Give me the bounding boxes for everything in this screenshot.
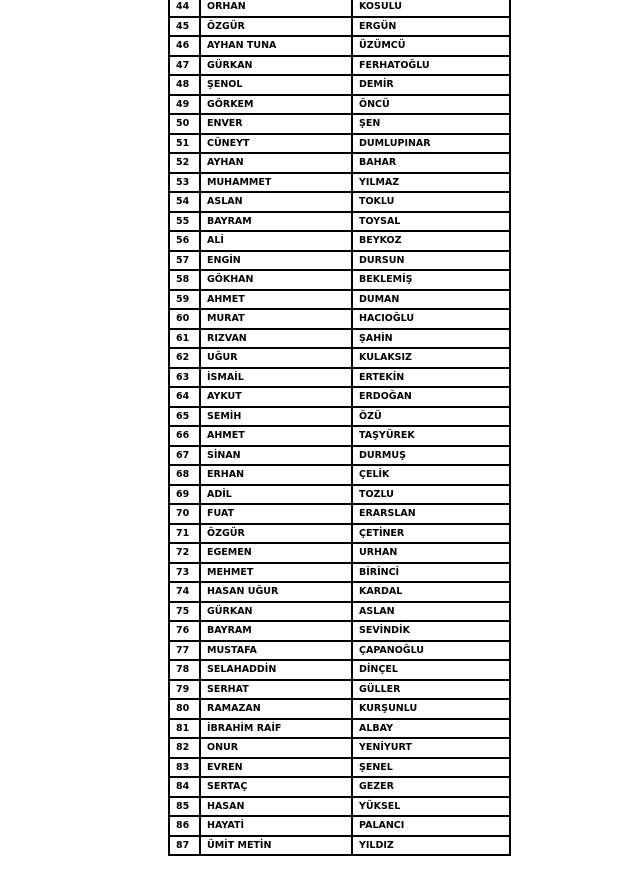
last-name-cell: DUMAN (352, 290, 510, 310)
first-name-cell: EGEMEN (200, 543, 352, 563)
table-row (169, 309, 510, 329)
first-name-cell: AYHAN (200, 153, 352, 173)
last-name-cell: PALANCI (352, 816, 510, 836)
table-row (169, 95, 510, 115)
row-number-cell: 75 (169, 602, 200, 622)
table-row (169, 660, 510, 680)
table-row (169, 602, 510, 622)
first-name-cell: BAYRAM (200, 621, 352, 641)
last-name-cell: ÖNCÜ (352, 95, 510, 115)
first-name-cell: GÜRKAN (200, 602, 352, 622)
row-number-cell: 45 (169, 17, 200, 37)
row-number-cell: 64 (169, 387, 200, 407)
row-number-cell: 59 (169, 290, 200, 310)
table-row (169, 641, 510, 661)
last-name-cell: ŞENEL (352, 758, 510, 778)
table-row (169, 621, 510, 641)
row-number-cell: 70 (169, 504, 200, 524)
first-name-cell: MUHAMMET (200, 173, 352, 193)
table-row (169, 836, 510, 856)
row-number-cell: 79 (169, 680, 200, 700)
last-name-cell: ÇAPANOĞLU (352, 641, 510, 661)
row-number-cell: 73 (169, 563, 200, 583)
table-row (169, 348, 510, 368)
table-row (169, 114, 510, 134)
first-name-cell: FUAT (200, 504, 352, 524)
row-number-cell: 77 (169, 641, 200, 661)
last-name-cell: ÖZÜ (352, 407, 510, 427)
first-name-cell: SEMİH (200, 407, 352, 427)
first-name-cell: ÖZGÜR (200, 524, 352, 544)
last-name-cell: TOZLU (352, 485, 510, 505)
row-number-cell: 80 (169, 699, 200, 719)
last-name-cell: DURSUN (352, 251, 510, 271)
last-name-cell: YENİYURT (352, 738, 510, 758)
row-number-cell: 74 (169, 582, 200, 602)
table-row (169, 407, 510, 427)
table-row (169, 231, 510, 251)
first-name-cell: SERHAT (200, 680, 352, 700)
first-name-cell: ASLAN (200, 192, 352, 212)
row-number-cell: 44 (169, 0, 200, 17)
row-number-cell: 66 (169, 426, 200, 446)
row-number-cell: 49 (169, 95, 200, 115)
table-row (169, 524, 510, 544)
table-row (169, 563, 510, 583)
last-name-cell: SEVİNDİK (352, 621, 510, 641)
row-number-cell: 78 (169, 660, 200, 680)
table-row (169, 738, 510, 758)
table-row (169, 485, 510, 505)
first-name-cell: ENGİN (200, 251, 352, 271)
first-name-cell: ADİL (200, 485, 352, 505)
last-name-cell: ERDOĞAN (352, 387, 510, 407)
first-name-cell: MURAT (200, 309, 352, 329)
last-name-cell: ERARSLAN (352, 504, 510, 524)
row-number-cell: 52 (169, 153, 200, 173)
table-row (169, 290, 510, 310)
row-number-cell: 68 (169, 465, 200, 485)
last-name-cell: YÜKSEL (352, 797, 510, 817)
table-row (169, 153, 510, 173)
last-name-cell: URHAN (352, 543, 510, 563)
last-name-cell: ERTEKİN (352, 368, 510, 388)
row-number-cell: 47 (169, 56, 200, 76)
last-name-cell: HACIOĞLU (352, 309, 510, 329)
last-name-cell: YILMAZ (352, 173, 510, 193)
table-row (169, 36, 510, 56)
table-row (169, 465, 510, 485)
table-row (169, 17, 510, 37)
first-name-cell: SERTAÇ (200, 777, 352, 797)
last-name-cell: KOSULU (352, 0, 510, 17)
table-row (169, 134, 510, 154)
last-name-cell: DUMLUPINAR (352, 134, 510, 154)
first-name-cell: ALİ (200, 231, 352, 251)
first-name-cell: AYKUT (200, 387, 352, 407)
table-row (169, 543, 510, 563)
first-name-cell: HASAN UĞUR (200, 582, 352, 602)
table-row (169, 270, 510, 290)
table-row (169, 387, 510, 407)
row-number-cell: 60 (169, 309, 200, 329)
last-name-cell: BAHAR (352, 153, 510, 173)
first-name-cell: GÜRKAN (200, 56, 352, 76)
last-name-cell: GÜLLER (352, 680, 510, 700)
last-name-cell: ASLAN (352, 602, 510, 622)
row-number-cell: 56 (169, 231, 200, 251)
row-number-cell: 71 (169, 524, 200, 544)
row-number-cell: 87 (169, 836, 200, 856)
last-name-cell: ALBAY (352, 719, 510, 739)
first-name-cell: SELAHADDİN (200, 660, 352, 680)
table-row (169, 75, 510, 95)
last-name-cell: TOKLU (352, 192, 510, 212)
table-row (169, 719, 510, 739)
last-name-cell: FERHATOĞLU (352, 56, 510, 76)
last-name-cell: ÜZÜMCÜ (352, 36, 510, 56)
row-number-cell: 53 (169, 173, 200, 193)
last-name-cell: DURMUŞ (352, 446, 510, 466)
table-row (169, 329, 510, 349)
first-name-cell: ERHAN (200, 465, 352, 485)
row-number-cell: 82 (169, 738, 200, 758)
table-row (169, 446, 510, 466)
row-number-cell: 51 (169, 134, 200, 154)
last-name-cell: BEKLEMİŞ (352, 270, 510, 290)
table-row (169, 680, 510, 700)
first-name-cell: HASAN (200, 797, 352, 817)
row-number-cell: 48 (169, 75, 200, 95)
last-name-cell: KURŞUNLU (352, 699, 510, 719)
first-name-cell: ÖZGÜR (200, 17, 352, 37)
last-name-cell: ÇETİNER (352, 524, 510, 544)
table-row (169, 758, 510, 778)
row-number-cell: 55 (169, 212, 200, 232)
first-name-cell: AYHAN TUNA (200, 36, 352, 56)
first-name-cell: MUSTAFA (200, 641, 352, 661)
first-name-cell: CÜNEYT (200, 134, 352, 154)
last-name-cell: ÇELİK (352, 465, 510, 485)
first-name-cell: MEHMET (200, 563, 352, 583)
first-name-cell: ENVER (200, 114, 352, 134)
first-name-cell: UĞUR (200, 348, 352, 368)
table-row (169, 504, 510, 524)
table-row (169, 797, 510, 817)
row-number-cell: 72 (169, 543, 200, 563)
table-row (169, 212, 510, 232)
first-name-cell: RAMAZAN (200, 699, 352, 719)
table-row (169, 251, 510, 271)
table-row (169, 173, 510, 193)
first-name-cell: SİNAN (200, 446, 352, 466)
first-name-cell: ONUR (200, 738, 352, 758)
table-row (169, 368, 510, 388)
first-name-cell: BAYRAM (200, 212, 352, 232)
first-name-cell: ÜMİT METİN (200, 836, 352, 856)
row-number-cell: 58 (169, 270, 200, 290)
row-number-cell: 85 (169, 797, 200, 817)
row-number-cell: 61 (169, 329, 200, 349)
table-row (169, 582, 510, 602)
last-name-cell: BİRİNCİ (352, 563, 510, 583)
last-name-cell: BEYKOZ (352, 231, 510, 251)
last-name-cell: DİNÇEL (352, 660, 510, 680)
last-name-cell: TAŞYÜREK (352, 426, 510, 446)
first-name-cell: RIZVAN (200, 329, 352, 349)
first-name-cell: ORHAN (200, 0, 352, 17)
table-row (169, 0, 510, 17)
table-row (169, 816, 510, 836)
row-number-cell: 63 (169, 368, 200, 388)
row-number-cell: 83 (169, 758, 200, 778)
last-name-cell: YILDIZ (352, 836, 510, 856)
first-name-cell: ŞENOL (200, 75, 352, 95)
table-row (169, 56, 510, 76)
row-number-cell: 67 (169, 446, 200, 466)
row-number-cell: 76 (169, 621, 200, 641)
row-number-cell: 84 (169, 777, 200, 797)
first-name-cell: GÖKHAN (200, 270, 352, 290)
last-name-cell: DEMİR (352, 75, 510, 95)
row-number-cell: 50 (169, 114, 200, 134)
row-number-cell: 65 (169, 407, 200, 427)
row-number-cell: 69 (169, 485, 200, 505)
first-name-cell: GÖRKEM (200, 95, 352, 115)
row-number-cell: 81 (169, 719, 200, 739)
last-name-cell: KARDAL (352, 582, 510, 602)
row-number-cell: 62 (169, 348, 200, 368)
table-row (169, 192, 510, 212)
last-name-cell: ŞEN (352, 114, 510, 134)
first-name-cell: İSMAİL (200, 368, 352, 388)
last-name-cell: ŞAHİN (352, 329, 510, 349)
table-row (169, 699, 510, 719)
last-name-cell: GEZER (352, 777, 510, 797)
last-name-cell: TOYSAL (352, 212, 510, 232)
row-number-cell: 57 (169, 251, 200, 271)
first-name-cell: AHMET (200, 290, 352, 310)
last-name-cell: KULAKSIZ (352, 348, 510, 368)
row-number-cell: 86 (169, 816, 200, 836)
first-name-cell: AHMET (200, 426, 352, 446)
table-row (169, 777, 510, 797)
row-number-cell: 54 (169, 192, 200, 212)
name-list-table (168, 0, 511, 856)
name-list-body (169, 0, 510, 855)
row-number-cell: 46 (169, 36, 200, 56)
first-name-cell: HAYATİ (200, 816, 352, 836)
first-name-cell: EVREN (200, 758, 352, 778)
table-row (169, 426, 510, 446)
last-name-cell: ERGÜN (352, 17, 510, 37)
first-name-cell: İBRAHİM RAİF (200, 719, 352, 739)
